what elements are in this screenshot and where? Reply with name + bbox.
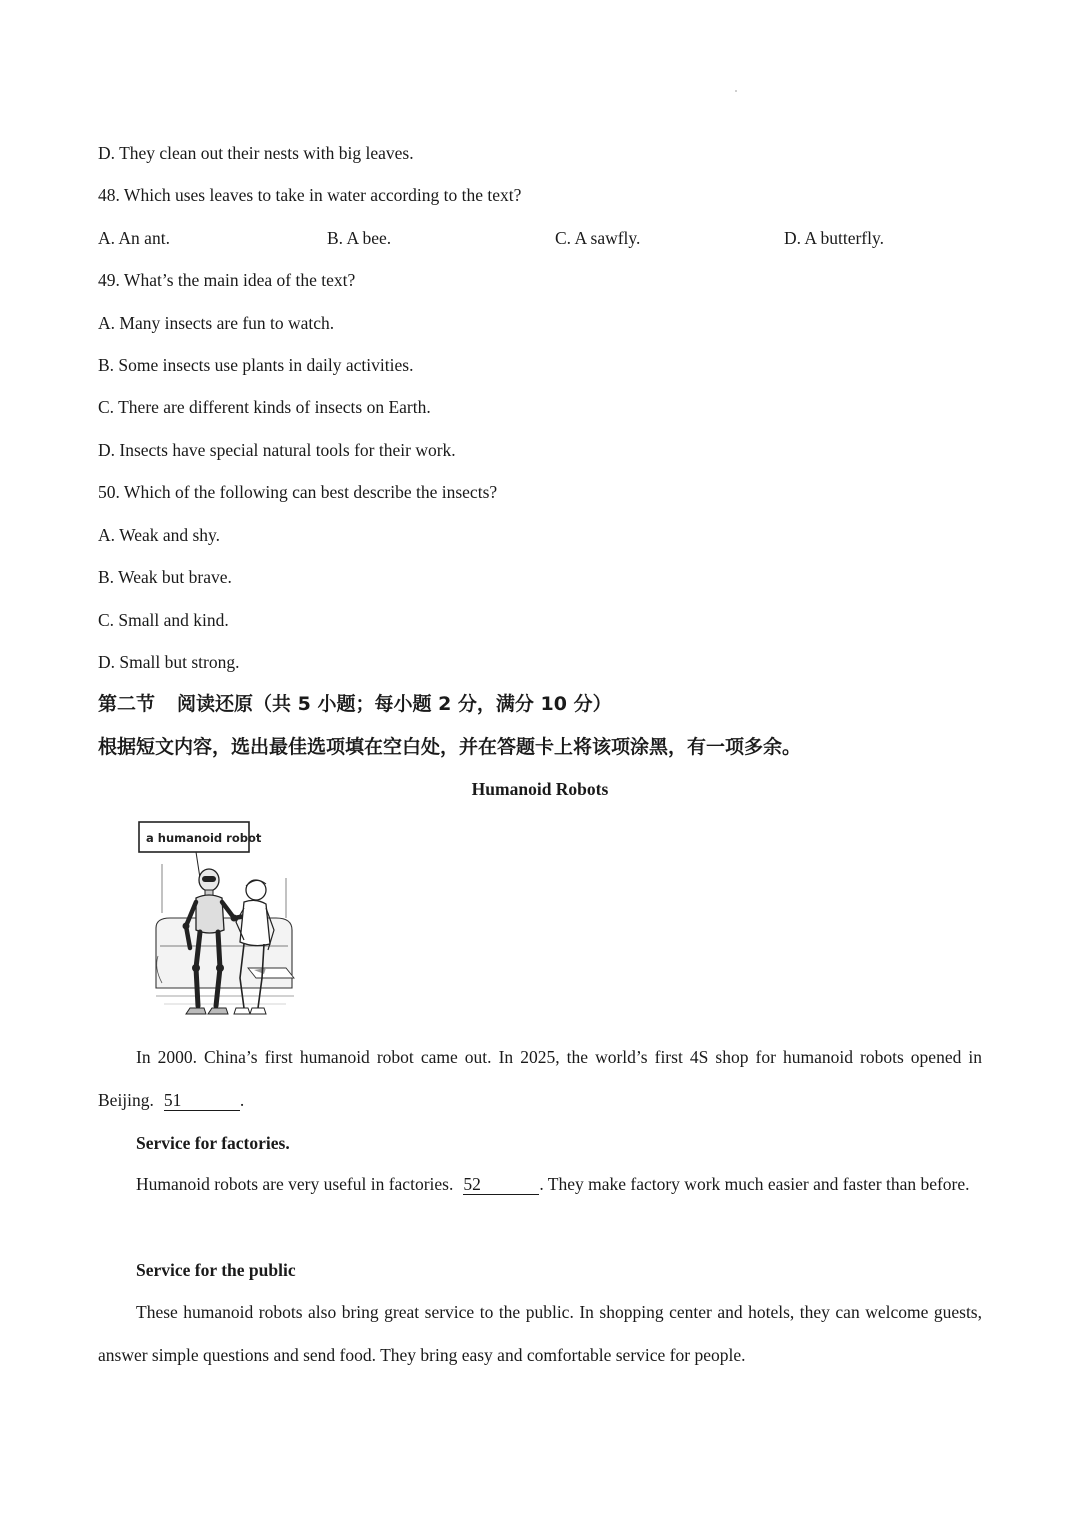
section-heading: [98, 692, 612, 716]
q50-option-d: D. Small but strong.: [98, 652, 240, 672]
q49-option-b: B. Some insects use plants in daily activities.: [98, 355, 414, 375]
q50-question: 50. Which of the following can best describe the insects?: [98, 482, 498, 502]
q48-option-c: C. A sawfly.: [555, 228, 641, 248]
q50-option-c: C. Small and kind.: [98, 610, 229, 630]
paragraph-2: [98, 1163, 982, 1206]
section-instruction: 根据短文内容，选出最佳选项填在空白处，并在答题卡上将该项涂黑，有一项多余。: [98, 736, 802, 758]
q47-option-d: D. They clean out their nests with big leaves.: [98, 143, 414, 163]
blank-52[interactable]: 52: [463, 1174, 539, 1195]
q48-option-d: D. A butterfly.: [784, 228, 884, 248]
article-title: Humanoid Robots: [471, 779, 609, 799]
q50-option-b: B. Weak but brave.: [98, 567, 232, 587]
paragraph-1-text: In 2000. China’s first humanoid robot came out. In 2025, the world’s first 4S shop for humanoid robots opened in Beijing.: [98, 1047, 982, 1110]
scan-speck: [735, 90, 737, 92]
subhead-factories: Service for factories.: [136, 1133, 290, 1153]
q49-option-a: A. Many insects are fun to watch.: [98, 313, 335, 333]
section-name: 第二节: [98, 693, 156, 715]
humanoid-robot-illustration: [136, 818, 296, 1026]
paragraph-1-end: .: [239, 1089, 245, 1110]
section-title: 阅读还原（共 5 小题；每小题 2 分，满分 10 分）: [177, 693, 612, 715]
paragraph-1: [98, 1036, 982, 1121]
q49-option-d: D. Insects have special natural tools for their work.: [98, 440, 456, 460]
q49-option-c: C. There are different kinds of insects on Earth.: [98, 397, 431, 417]
q50-option-a: A. Weak and shy.: [98, 525, 221, 545]
q49-question: 49. What’s the main idea of the text?: [98, 270, 356, 290]
paragraph-3: These humanoid robots also bring great service to the public. In shopping center and hotels, they can welcome guests, answer simple questions and send food. They bring easy and comfortable service for people.: [98, 1302, 982, 1365]
paragraph-2-start: Humanoid robots are very useful in factories.: [136, 1174, 454, 1194]
q48-option-b: B. A bee.: [327, 228, 392, 248]
q48-option-a: A. An ant.: [98, 228, 170, 248]
paragraph-2-end: . They make factory work much easier and faster than before.: [539, 1174, 970, 1194]
illustration-caption: a humanoid robot: [146, 831, 262, 845]
subhead-public: Service for the public: [136, 1260, 296, 1280]
q48-question: 48. Which uses leaves to take in water according to the text?: [98, 185, 522, 205]
blank-51[interactable]: 51: [164, 1090, 240, 1111]
